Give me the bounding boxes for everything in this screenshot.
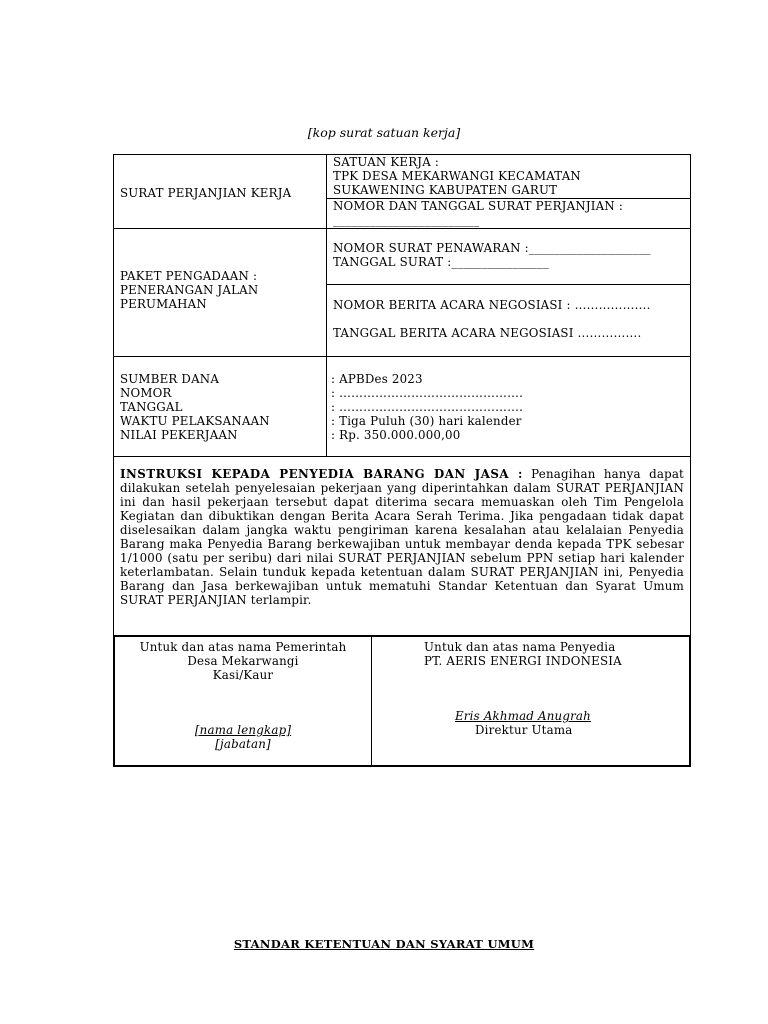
nomor-penawaran: NOMOR SURAT PENAWARAN :____________________ <box>333 241 651 255</box>
instruksi-body: Penagihan hanya dapat dilakukan setelah penyelesaian pekerjaan yang diperintahkan dalam SURAT PERJANJIAN ini dan hasil pekerjaan tersebut dapat diterima secara memuaskan oleh Tim Pengelola Kegiatan dan dibuktikan dengan Berita Acara Serah Terima. Jika pengadaan tidak dapat diselesaikan dalam jangka waktu pengiriman karena kesalahan atau kelalaian Penyedia Barang maka Penyedia Barang berkewajiban untuk membayar denda kepada TPK sebesar 1/1000 (satu per seribu) dari nilai SURAT PERJANJIAN sebelum PPN setiap hari kalender keterlambatan. Selain tunduk kepada ketentuan dalam SURAT PERJANJIAN ini, Penyedia Barang dan Jasa berkewajiban untuk mematuhi Standar Ketentuan dan Syarat Umum SURAT PERJANJIAN terlampir. <box>120 467 684 607</box>
value-nomor: : ………………………………………. <box>331 386 524 400</box>
tanggal-berita-acara: TANGGAL BERITA ACARA NEGOSIASI ……………. <box>333 326 642 340</box>
sumber-dana-values-cell <box>327 357 691 457</box>
nomor-tanggal-blank: ________________________ <box>333 213 480 227</box>
right-on-behalf: Untuk dan atas nama Penyedia <box>424 640 616 654</box>
paket-name-line1: PENERANGAN JALAN <box>120 283 259 297</box>
left-desa: Desa Mekarwangi <box>187 654 299 668</box>
negosiasi-block <box>327 285 690 340</box>
instruksi-cell <box>114 457 691 636</box>
right-company: PT. AERIS ENERGI INDONESIA <box>424 654 622 668</box>
right-signatory-name: Eris Akhmad Anugrah <box>455 709 591 723</box>
satker-line2: SUKAWENING KABUPATEN GARUT <box>333 183 558 197</box>
right-signatory-title: Direktur Utama <box>475 723 573 737</box>
value-nilai-pekerjaan: : Rp. 350.000.000,00 <box>331 428 461 442</box>
label-sumber-dana: SUMBER DANA <box>120 372 220 386</box>
left-kasi: Kasi/Kaur <box>212 668 274 682</box>
doc-type-label: SURAT PERJANJIAN KERJA <box>120 185 292 200</box>
section-title: STANDAR KETENTUAN DAN SYARAT UMUM <box>233 937 535 951</box>
nomor-tanggal-block <box>327 199 690 227</box>
nomor-berita-acara: NOMOR BERITA ACARA NEGOSIASI : ………………. <box>333 298 651 312</box>
signature-table <box>114 636 690 766</box>
sumber-dana-labels-cell <box>114 357 327 457</box>
label-tanggal: TANGGAL <box>120 400 183 414</box>
signature-left <box>115 637 372 766</box>
paket-label: PAKET PENGADAAN : <box>120 269 258 283</box>
label-nomor: NOMOR <box>120 386 172 400</box>
signature-right <box>372 637 690 766</box>
doc-type-cell <box>114 155 327 229</box>
agreement-table <box>113 154 691 767</box>
label-nilai-pekerjaan: NILAI PEKERJAAN <box>120 428 238 442</box>
satker-line1: TPK DESA MEKARWANGI KECAMATAN <box>333 169 581 183</box>
left-jabatan: [jabatan] <box>215 737 271 751</box>
value-tanggal: : ………………………………………. <box>331 400 524 414</box>
penawaran-block <box>327 229 690 285</box>
left-on-behalf: Untuk dan atas nama Pemerintah <box>139 640 347 654</box>
instruksi-heading: INSTRUKSI KEPADA PENYEDIA BARANG DAN JASA : <box>120 467 523 481</box>
penawaran-cell <box>327 229 691 357</box>
nomor-tanggal-label: NOMOR DAN TANGGAL SURAT PERJANJIAN : <box>333 199 623 213</box>
satker-label: SATUAN KERJA : <box>333 155 440 169</box>
value-waktu-pelaksanaan: : Tiga Puluh (30) hari kalender <box>331 414 522 428</box>
tanggal-surat: TANGGAL SURAT :________________ <box>333 255 549 269</box>
instruksi-paragraph <box>114 457 690 611</box>
signature-cell <box>114 636 691 767</box>
label-waktu-pelaksanaan: WAKTU PELAKSANAAN <box>120 414 270 428</box>
value-sumber-dana: : APBDes 2023 <box>331 372 423 386</box>
paket-name-line2: PERUMAHAN <box>120 297 207 311</box>
kop-surat-placeholder: [kop surat satuan kerja] <box>307 125 461 140</box>
satker-cell <box>327 155 691 229</box>
satker-block <box>327 155 690 199</box>
left-nama-lengkap: [nama lengkap] <box>194 723 292 737</box>
paket-cell <box>114 229 327 357</box>
